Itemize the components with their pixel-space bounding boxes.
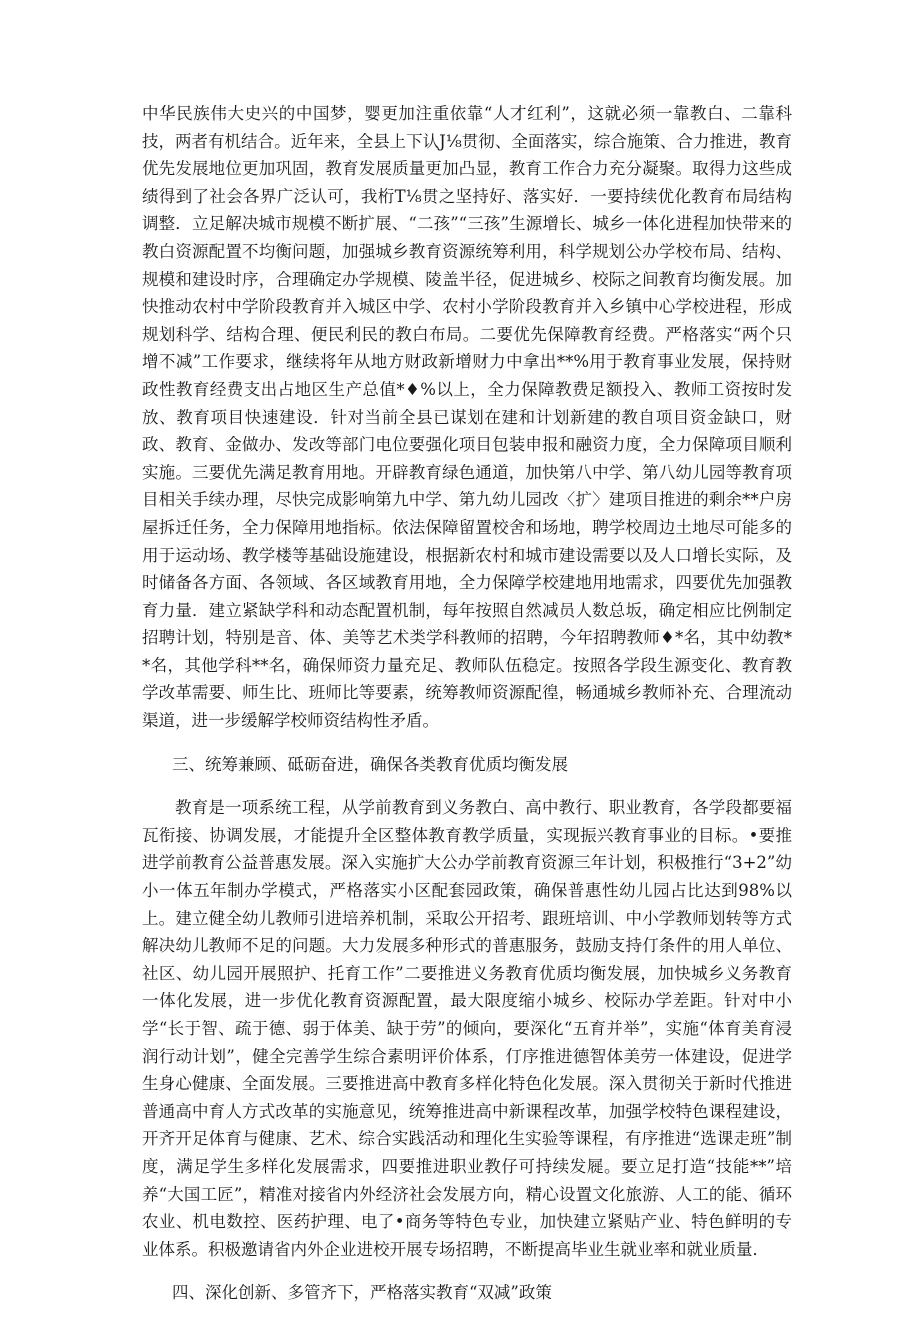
body-paragraph: 中华民族伟大史兴的中国梦，婴更加注重依靠“人才红利”，这就必须一靠教白、二靠科技，两者有机结合。近年来，全县上下认J⅛贯彻、全面落实，综合施策、合力推进，教育优先发展地位更加巩固，教育发展质量更加凸显，教育工作合力充分凝聚。取得力这些成绩得到了社会各界广泛认可，我桁T⅛贯之坚持好、落实好．一要持续优化教育布局结构调整．立足解决城市规模不断扩展、“二孩”“三孩”生源增长、城乡一体化进程加快带来的教白资源配置不均衡问题，加强城乡教育资源统筹利用，科学规划公办学校布局、结构、规模和建设时序，合理确定办学规模、陵盖半径，促进城乡、校际之间教育均衡发展。加快推动农村中学阶段教育并入城区中学、农村小学阶段教育并入乡镇中心学校进程，形成规划科学、结构合理、便民利民的教白布局。二要优先保障教育经费。严格落实“两个只增不减”工作要求，继续将年从地方财政新增财力中拿出**%用于教育事业发展，保持财政性教育经费支出占地区生产总值*♦%以上，全力保障教费足额投入、教师工资按时发放、教育项目快速建设．针对当前全县已谋划在建和计划新建的教自项目资金缺口，财政、教育、金做办、发改等部门电位要强化项目包装申报和融资力度，全力保障项目顺利实施。三要优先满足教育用地。开辟教育绿色通道，加快第八中学、第八幼儿园等教育项目相关手续办理，尽快完成影响第九中学、第九幼儿园改〈扩〉建项目推进的剩余**户房屋拆迁任务，全力保障用地指标。依法保障留置校舍和场地，聘学校周边土地尽可能多的用于运动场、教学楼等基础设施建设，根据新农村和城市建设需要以及人口增长实际，及时储备各方面、各领域、各区域教育用地，全力保障学校建地用地需求，四要优先加强教育力量．建立紧缺学科和动态配置机制，每年按照自然减员人数总坂，确定相应比例制定招聘计划，特别是音、体、美等艺术类学科教师的招聘，今年招聘教师♦*名，其中幼教**名，其他学科**名，确保师资力量充足、教师队伍稳定。按照各学段生源变化、教育教学改革需要、师生比、班师比等要素，统筹教师资源配徨，畅通城乡教师补充、合理流动渠道，进一步缓解学校师资结构性矛盾。 [142,104,792,731]
body-paragraph: 教育是一项系统工程，从学前教育到义务教白、高中教行、职业教育，各学段都要福瓦衔接、协调发展，才能提升全区整体教育教学质量，实现振兴教育事业的目标。•要推进学前教育公益普惠发展。深入实施扩大公办学前教育资源三年计划，积极推行“3+2”幼小一体五年制办学模式，严格落实小区配套园政策，确保普惠性幼儿园占比达到98%以上。建立健全幼儿教师引进培养机制，采取公开招考、跟班培训、中小学教师划转等方式解决幼儿教师不足的问题。大力发展多种形式的普惠服务，鼓励支持仃条件的用人单位、社区、幼儿园开展照护、托育工作”二要推进义务教育优质均衡发展，加快城乡义务教育一体化发展，进一步优化教育资源配置，最大限度缩小城乡、校际办学差距。针对中小学“长于智、疏于德、弱于体美、缺于劳”的倾向，要深化“五育并举”，实施“体育美育浸润行动计划”，健全完善学生综合素明评价体系，仃序推进德智体美劳一体建设，促进学生身心健康、全面发展。三要推进高中教育多样化特色化发展。深入贯彻关于新时代推进普通高中育人方式改革的实施意见，统筹推进高中新课程改革，加强学校特色课程建设，开齐开足体育与健康、艺术、综合实践活动和理化生实验等课程，有序推进“选课走班”制度，满足学生多样化发展需求，四要推进职业教仔可持续发屣。要立足打造“技能**”培养“大国工匠”，精准对接省内外经济社会发展方向，精心设置文化旅游、人工的能、循环农业、机电数控、医药护理、电了•商务等特色专业，加快建立紧贴产业、特色鲜明的专业体系。积极邀请省内外企业进校开展专场招聘，不断提高毕业生就业率和就业质量． [142,798,792,1259]
section-heading: 四、深化创新、多管齐下，严格落实教育“双减”政策 [172,1283,552,1303]
section-heading: 三、统筹兼顾、砥砺奋进，确保各类教育优质均衡发展 [172,754,568,774]
document-page [142,100,792,1323]
